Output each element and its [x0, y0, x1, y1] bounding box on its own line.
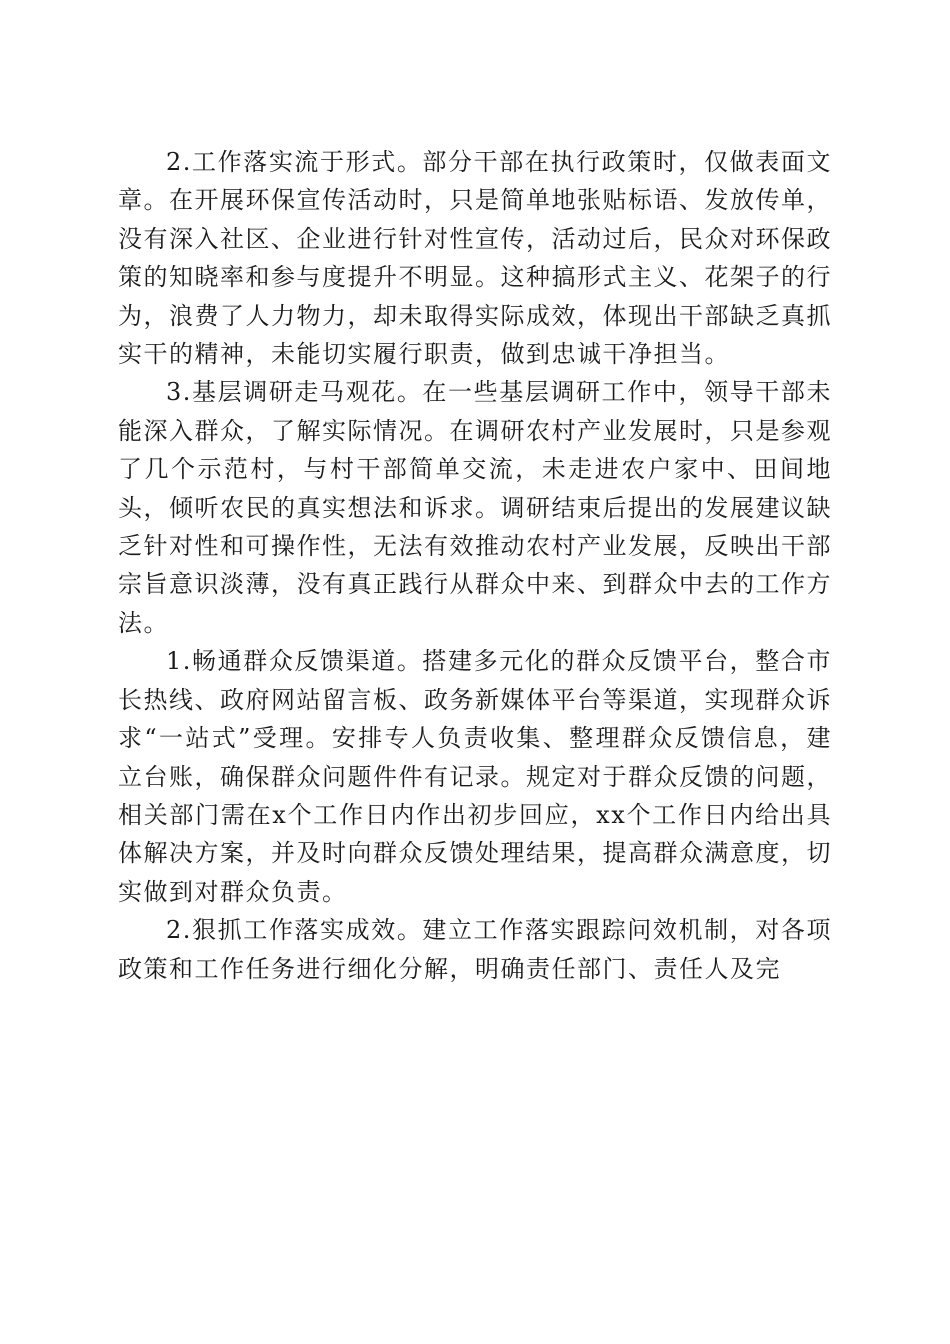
- paragraph-work-formalism: 2.工作落实流于形式。部分干部在执行政策时，仅做表面文章。在开展环保宣传活动时，只是简单地张贴标语、发放传单，没有深入社区、企业进行针对性宣传，活动过后，民众对环保政策的知晓率和参与度提升不明显。这种搞形式主义、花架子的行为，浪费了人力物力，却未取得实际成效，体现出干部缺乏真抓实干的精神，未能切实履行职责，做到忠诚干净担当。: [118, 148, 832, 369]
- document-body: [118, 143, 832, 988]
- paragraph-work-implementation: 2.狠抓工作落实成效。建立工作落实跟踪问效机制，对各项政策和工作任务进行细化分解，明确责任部门、责任人及完: [118, 916, 832, 983]
- paragraph-grassroots-research: 3.基层调研走马观花。在一些基层调研工作中，领导干部未能深入群众，了解实际情况。在调研农村产业发展时，只是参观了几个示范村，与村干部简单交流，未走进农户家中、田间地头，倾听农民的真实想法和诉求。调研结束后提出的发展建议缺乏针对性和可操作性，无法有效推动农村产业发展，反映出干部宗旨意识淡薄，没有真正践行从群众中来、到群众中去的工作方法。: [118, 378, 832, 637]
- paragraph-feedback-channels: 1.畅通群众反馈渠道。搭建多元化的群众反馈平台，整合市长热线、政府网站留言板、政务新媒体平台等渠道，实现群众诉求“一站式”受理。安排专人负责收集、整理群众反馈信息，建立台账，确保群众问题件件有记录。规定对于群众反馈的问题，相关部门需在x个工作日内作出初步回应，xx个工作日内给出具体解决方案，并及时向群众反馈处理结果，提高群众满意度，切实做到对群众负责。: [118, 647, 832, 906]
